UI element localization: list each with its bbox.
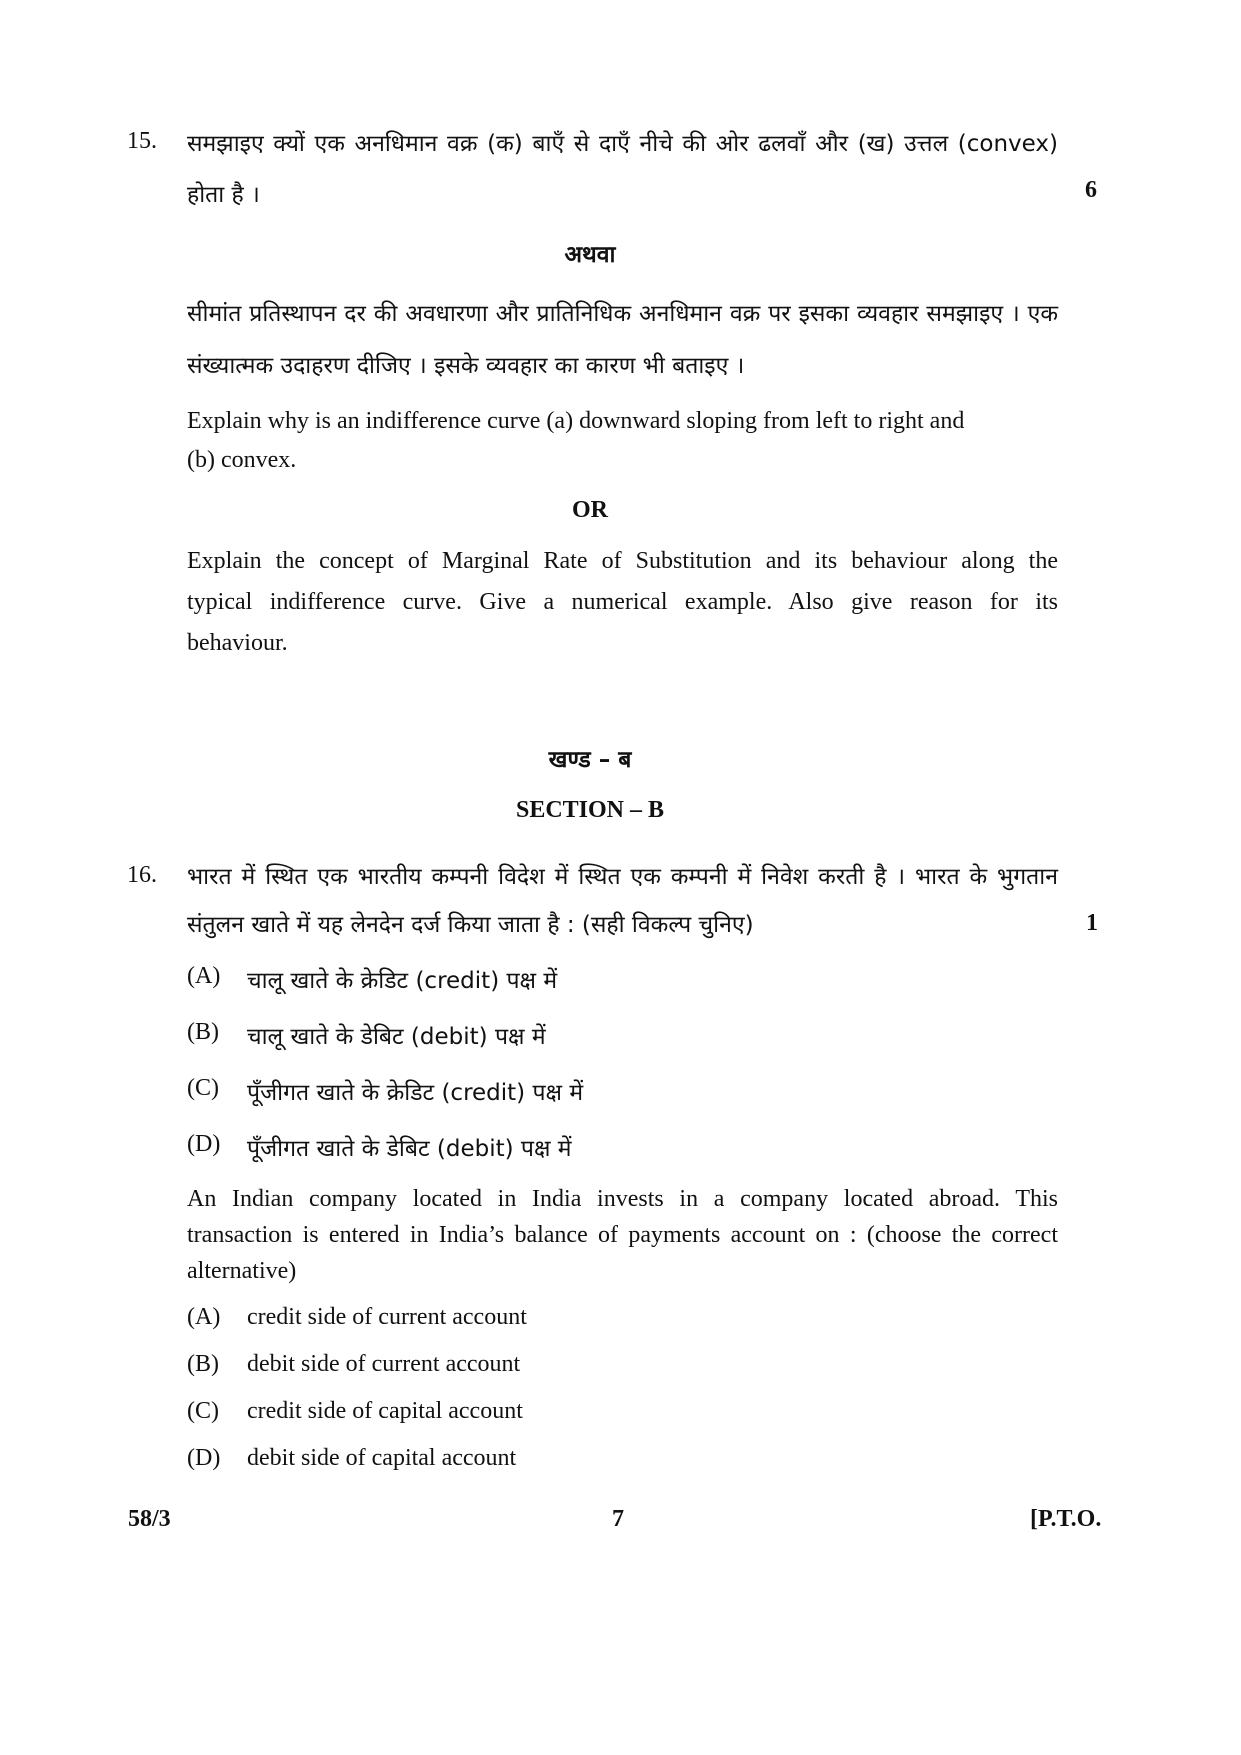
question-alt-text-english: Explain the concept of Marginal Rate of Substitution and its behaviour along the [187,548,1058,574]
option-label: (D) [187,1131,221,1157]
question-text-english: transaction is entered in India’s balance of payments account on : (choose the correct [187,1222,1058,1248]
or-divider-english: OR [572,497,608,523]
page-number: 7 [612,1506,624,1532]
question-text-english: Explain why is an indifference curve (a) downward sloping from left to right and [187,408,965,434]
option-english-a [187,1304,1087,1338]
option-text: debit side of current account [247,1351,521,1377]
option-text: credit side of current account [247,1304,527,1330]
question-text-english: An Indian company located in India invests in a company located abroad. This [187,1186,1058,1212]
option-text: credit side of capital account [247,1398,523,1424]
question-alt-text-hindi: संख्यात्मक उदाहरण दीजिए । इसके व्यवहार का कारण भी बताइए । [187,353,745,379]
question-alt-text-english: typical indifference curve. Give a numerical example. Also give reason for its [187,589,1058,615]
option-label: (C) [187,1398,219,1424]
option-hindi-d [187,1131,1087,1165]
option-label: (D) [187,1445,221,1471]
question-alt-text-hindi: सीमांत प्रतिस्थापन दर की अवधारणा और प्रातिनिधिक अनधिमान वक्र पर इसका व्यवहार समझाइए । एक [187,301,1058,327]
question-number: 16. [127,862,157,888]
option-text: चालू खाते के क्रेडिट (credit) पक्ष में [247,968,558,994]
option-text: debit side of capital account [247,1445,517,1471]
question-text-english: (b) convex. [187,447,297,473]
question-text-hindi: होता है । [187,182,260,208]
option-english-d [187,1445,1087,1479]
option-text: पूँजीगत खाते के डेबिट (debit) पक्ष में [247,1136,572,1162]
question-text-hindi: भारत में स्थित एक भारतीय कम्पनी विदेश में स्थित एक कम्पनी में निवेश करती है । भारत के भुगतान [187,864,1058,890]
question-text-english: alternative) [187,1258,297,1284]
question-number: 15. [127,128,157,154]
question-text-hindi: संतुलन खाते में यह लेनदेन दर्ज किया जाता है : (सही विकल्प चुनिए) [187,912,754,938]
pto-label: [P.T.O. [1030,1506,1102,1532]
marks: 1 [1086,910,1098,936]
option-text: पूँजीगत खाते के क्रेडिट (credit) पक्ष में [247,1080,584,1106]
option-label: (B) [187,1351,219,1377]
or-divider-hindi: अथवा [564,242,616,268]
option-text: चालू खाते के डेबिट (debit) पक्ष में [247,1024,546,1050]
option-label: (A) [187,963,221,989]
paper-code: 58/3 [128,1506,171,1532]
option-hindi-b [187,1019,1087,1053]
option-english-c [187,1398,1087,1432]
option-label: (C) [187,1075,219,1101]
section-heading-hindi: खण्ड – ब [548,747,632,773]
option-hindi-a [187,963,1087,997]
marks: 6 [1085,177,1097,203]
question-text-hindi: समझाइए क्यों एक अनधिमान वक्र (क) बाएँ से दाएँ नीचे की ओर ढलवाँ और (ख) उत्तल (convex) [187,131,1058,157]
option-label: (B) [187,1019,219,1045]
option-hindi-c [187,1075,1087,1109]
option-label: (A) [187,1304,221,1330]
question-alt-text-english: behaviour. [187,630,288,656]
option-english-b [187,1351,1087,1385]
section-heading-english: SECTION – B [515,797,665,823]
